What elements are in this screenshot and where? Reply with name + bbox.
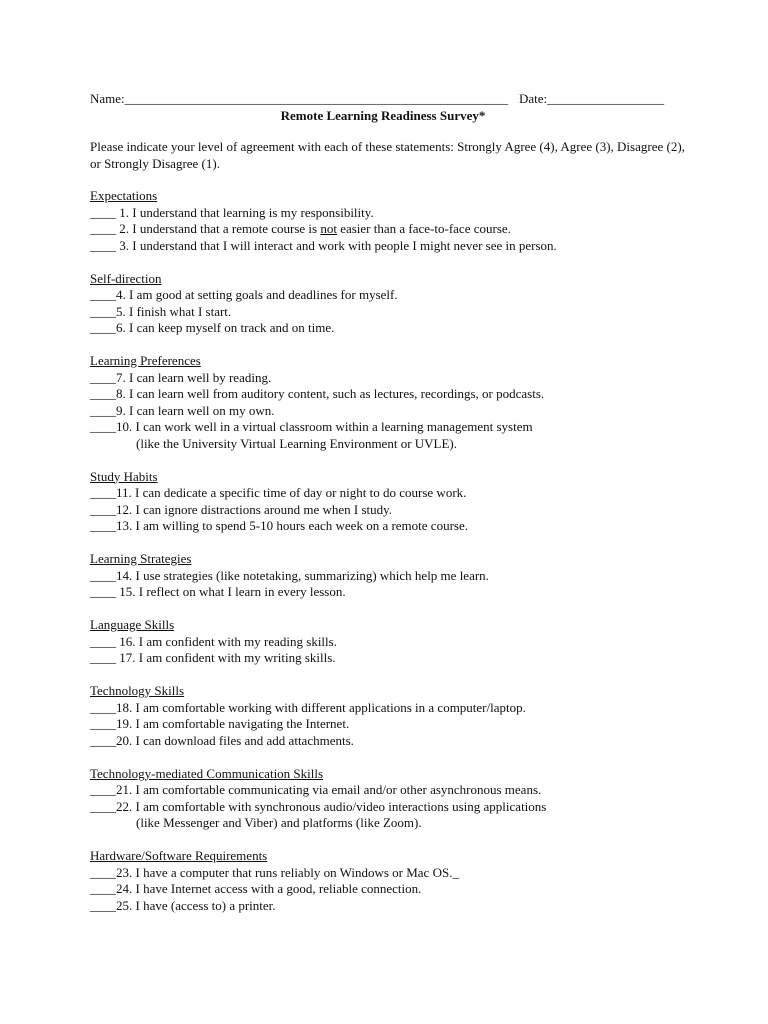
instructions: Please indicate your level of agreement with each of these statements: Strongly Agree (4), Agree (3), Disagree (2), or Strongly Disagree (1).: [90, 139, 685, 171]
item-text: ____10. I can work well in a virtual classroom within a learning management system: [90, 419, 533, 434]
section-learning-strategies: [90, 551, 690, 601]
survey-item-9[interactable]: ____9. I can learn well on my own.: [90, 402, 275, 418]
survey-item-5[interactable]: ____5. I finish what I start.: [90, 303, 232, 319]
survey-item-16[interactable]: ____ 16. I am confident with my reading skills.: [90, 633, 337, 649]
section-technology-skills: [90, 683, 690, 749]
section-title: Technology-mediated Communication Skills: [90, 765, 324, 781]
survey-item-22[interactable]: [90, 799, 690, 832]
section-title: Learning Strategies: [90, 551, 192, 566]
survey-item-6[interactable]: ____6. I can keep myself on track and on time.: [90, 320, 335, 335]
section-hardware-software: [90, 848, 690, 914]
survey-item-14[interactable]: ____14. I use strategies (like notetaking, summarizing) which help me learn.: [90, 567, 489, 583]
section-expectations: [90, 188, 690, 254]
survey-item-21[interactable]: ____21. I am comfortable communicating via email and/or other asynchronous means.: [90, 782, 542, 797]
section-learning-preferences: [90, 353, 690, 452]
section-language-skills: [90, 617, 690, 667]
survey-item-4[interactable]: ____4. I am good at setting goals and deadlines for myself.: [90, 287, 398, 302]
survey-item-20[interactable]: ____20. I can download files and add attachments.: [90, 732, 354, 748]
survey-item-19[interactable]: ____19. I am comfortable navigating the Internet.: [90, 716, 350, 731]
item-text: ____22. I am comfortable with synchronous audio/video interactions using applications: [90, 798, 547, 814]
survey-item-10[interactable]: [90, 419, 690, 452]
section-title: Study Habits: [90, 468, 158, 484]
survey-item-12[interactable]: ____12. I can ignore distractions around me when I study.: [90, 501, 393, 517]
section-self-direction: [90, 271, 690, 337]
emphasis-not: not: [320, 221, 337, 236]
survey-document: [90, 91, 690, 931]
section-title: Expectations: [90, 188, 158, 203]
survey-item-7[interactable]: ____7. I can learn well by reading.: [90, 369, 272, 385]
item-text: ____ 2. I understand that a remote course is: [90, 221, 321, 236]
item-text: easier than a face-to-face course.: [336, 221, 511, 236]
survey-item-2[interactable]: [90, 221, 690, 238]
survey-item-23[interactable]: ____23. I have a computer that runs reliably on Windows or Mac OS._: [90, 864, 459, 880]
survey-item-18[interactable]: ____18. I am comfortable working with different applications in a computer/laptop.: [90, 699, 526, 715]
survey-item-1[interactable]: ____ 1. I understand that learning is my responsibility.: [90, 204, 374, 220]
section-title: Learning Preferences: [90, 353, 201, 368]
survey-item-24[interactable]: ____24. I have Internet access with a good, reliable connection.: [90, 881, 422, 896]
survey-item-17[interactable]: ____ 17. I am confident with my writing skills.: [90, 650, 336, 665]
item-text-continued: (like Messenger and Viber) and platforms (like Zoom).: [136, 815, 422, 830]
section-title: Hardware/Software Requirements: [90, 848, 268, 863]
section-title: Technology Skills: [90, 683, 185, 698]
survey-item-13[interactable]: ____13. I am willing to spend 5-10 hours each week on a remote course.: [90, 518, 468, 533]
survey-item-3[interactable]: ____ 3. I understand that I will interact and work with people I might never see in person.: [90, 237, 557, 253]
header-line: [90, 91, 690, 108]
section-title: Self-direction: [90, 270, 162, 286]
survey-title: Remote Learning Readiness Survey*: [280, 108, 486, 123]
item-text-continued: (like the University Virtual Learning Environment or UVLE).: [136, 435, 458, 451]
date-field-line[interactable]: Date:__________________: [519, 91, 665, 106]
section-communication-skills: [90, 766, 690, 832]
survey-item-11[interactable]: ____11. I can dedicate a specific time of day or night to do course work.: [90, 485, 467, 500]
survey-item-25[interactable]: ____25. I have (access to) a printer.: [90, 897, 276, 913]
name-field-line[interactable]: Name:___________________________________________________________: [90, 91, 509, 106]
survey-item-8[interactable]: ____8. I can learn well from auditory content, such as lectures, recordings, or podcasts.: [90, 386, 545, 401]
survey-item-15[interactable]: ____ 15. I reflect on what I learn in every lesson.: [90, 584, 346, 599]
section-study-habits: [90, 469, 690, 535]
section-title: Language Skills: [90, 617, 175, 632]
